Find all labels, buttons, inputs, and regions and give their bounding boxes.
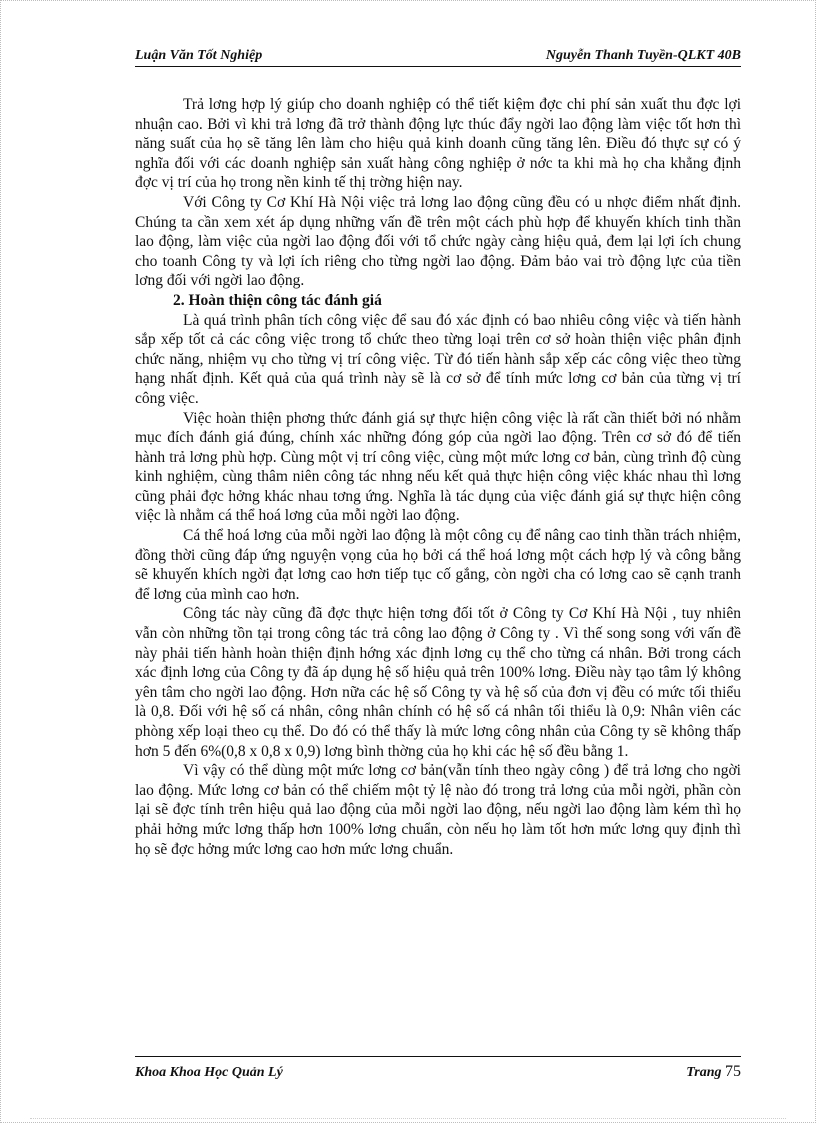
header-thesis-title: Luận Văn Tốt Nghiệp <box>135 48 263 63</box>
page-footer <box>135 1056 741 1087</box>
footer-faculty: Khoa Khoa Học Quản Lý <box>135 1065 283 1080</box>
paragraph-2: Với Công ty Cơ Khí Hà Nội việc trả lơng lao động cũng đều có u nhợc điểm nhất định. Chúng ta cần xem xét áp dụng những vấn đề trên một cách phù hợp để khuyến khích tinh thần lao động, làm việc của ngời lao động đối với tổ chức ngày càng hiệu quả, đem lại lợi ích chung cho toanh Công ty và lợi ích riêng cho từng ngời lao động. Đảm bảo vai trò động lực của tiền lơng đối với ngời lao động. <box>135 193 741 290</box>
paragraph-6: Công tác này cũng đã đợc thực hiện tơng đối tốt ở Công ty Cơ Khí Hà Nội , tuy nhiên vẫn còn những tồn tại trong công tác trả công lao động ở Công ty . Vì thế song song với vấn đề này phải tiến hành hoàn thiện định hớng xác định lơng cụ thể cho từng cá nhân. Bởi trong cách xác định lơng của Công ty đã áp dụng hệ số hiệu quả trên 100% lơng. Điều này tạo tâm lý không yên tâm cho ngời lao động. Hơn nữa các hệ số Công ty và hệ số của đơn vị đều có mức tối thiểu là 0,8. Đối với hệ số cá nhân, công nhân chính có hệ số cá nhân tối thiểu là 0,9: Nhân viên các phòng xếp loại theo cụ thể. Do đó có thể thấy là mức lơng công nhân của Công ty sẽ không thấp hơn 5 đến 6%(0,8 x 0,8 x 0,9) lơng bình thờng của họ khi các hệ số đều bằng 1. <box>135 605 741 760</box>
paragraph-5: Cá thể hoá lơng của mỗi ngời lao động là một công cụ để nâng cao tinh thần trách nhiệm, đồng thời cũng đáp ứng nguyện vọng của họ bởi cá thể hoá lơng một cách hợp lý và công bằng sẽ khuyến khích ngời đạt lơng cao hơn tiếp tục cố gắng, còn ngời cha có lơng cao sẽ cạnh tranh để lơng của mình cao hơn. <box>135 527 741 603</box>
footer-page-label: Trang <box>686 1065 722 1080</box>
section-heading: 2. Hoàn thiện công tác đánh giá <box>173 291 382 309</box>
document-body <box>135 95 741 859</box>
paragraph-1: Trả lơng hợp lý giúp cho doanh nghiệp có thể tiết kiệm đợc chi phí sản xuất thu đợc lợi nhuận cao. Bởi vì khi trả lơng đã trở thành động lực thúc đẩy ngời lao động làm việc tốt hơn thì năng suất của họ sẽ tăng lên làm cho hiệu quả kinh doanh cũng tăng lên. Điều đó thực sự có ý nghĩa đối với các doanh nghiệp sản xuất hàng công nghiệp ở nớc ta khi mà họ cha khẳng định đợc vị trí của họ trong nền kinh tế thị trờng hiện nay. <box>135 96 741 192</box>
footer-page <box>686 1063 741 1081</box>
paragraph-4: Việc hoàn thiện phơng thức đánh giá sự thực hiện công việc là rất cần thiết bởi nó nhằm mục đích đánh giá đúng, chính xác những đóng góp của ngời lao động. Trên cơ sở đó để tiến hành trả lơng phù hợp. Cùng một vị trí công việc, cùng một mức lơng cơ bản, cùng trình độ cùng kinh nghiệm, cùng thâm niên công tác nhng nếu kết quả thực hiện công việc khác nhau thì lơng cũng phải đợc hởng khác nhau tơng ứng. Nghĩa là tác dụng của việc đánh giá sự thực hiện công việc là nhằm cá thể hoá lơng của mỗi ngời lao động. <box>135 409 741 525</box>
header-author: Nguyễn Thanh Tuyền-QLKT 40B <box>545 48 741 63</box>
page-number: 75 <box>725 1063 741 1080</box>
paragraph-3: Là quá trình phân tích công việc để sau đó xác định có bao nhiêu công việc và tiến hành sắp xếp tốt cả các công việc trong tổ chức theo từng loại trên cơ sở hoàn thiện việc phân định chức năng, nhiệm vụ cho từng vị trí công việc. Từ đó tiến hành sắp xếp các công việc theo từng hạng nhất định. Kết quả của quá trình này sẽ là cơ sở để tính mức lơng cơ bản của từng vị trí công việc. <box>135 311 741 407</box>
page-bottom-edge <box>30 1118 786 1119</box>
paragraph-7: Vì vậy có thể dùng một mức lơng cơ bản(vẫn tính theo ngày công ) để trả lơng cho ngời lao động. Mức lơng cơ bản có thể chiếm một tỷ lệ nào đó trong trả lơng của mỗi ngời, phần còn lại sẽ đợc tính trên hiệu quả lao động của mỗi ngời lao động, nếu ngời lao động làm kém thì họ phải hởng mức lơng thấp hơn 100% lơng chuẩn, còn nếu họ làm tốt hơn mức lơng quy định thì họ sẽ đợc hởng mức lơng cao hơn mức lơng chuẩn. <box>135 762 741 858</box>
page-header <box>135 44 741 67</box>
